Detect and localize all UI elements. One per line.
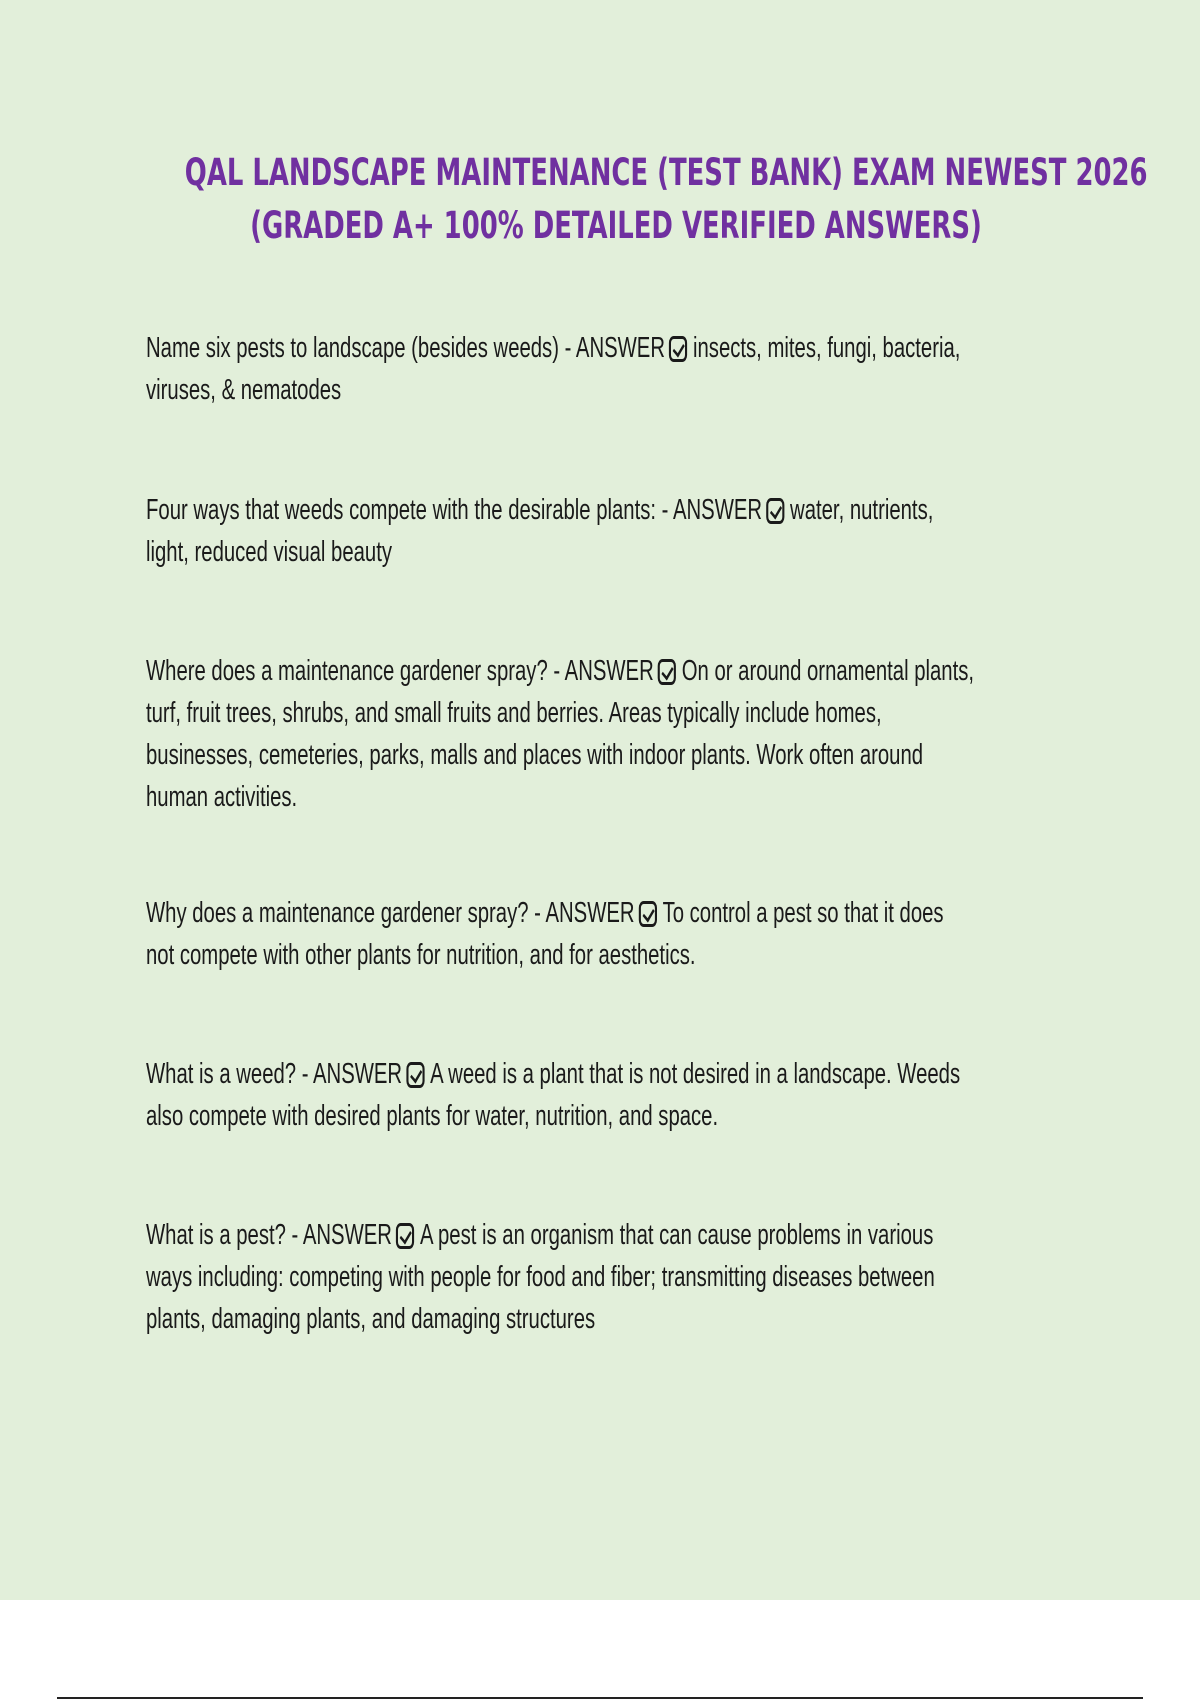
qa-item (146, 1214, 1105, 1340)
checkbox-check-icon (396, 1223, 414, 1249)
qa-item (146, 892, 1105, 976)
answer-continuation: not compete with other plants for nutrition, and for aesthetics. (146, 939, 696, 971)
answer-text: A weed is a plant that is not desired in a landscape. Weeds (430, 1058, 961, 1090)
qa-first-line (146, 892, 1105, 934)
checkbox-check-icon (639, 901, 657, 927)
title-line-1: QAL LANDSCAPE MAINTENANCE (TEST BANK) EXAM NEWEST 2026 (184, 151, 1148, 194)
question-text: Where does a maintenance gardener spray? (146, 655, 548, 687)
answer-continuation: plants, damaging plants, and damaging structures (146, 1303, 596, 1335)
answer-continuation: human activities. (146, 781, 298, 813)
qa-first-line (146, 327, 1105, 369)
qa-first-line (146, 489, 1105, 531)
qa-first-line (146, 1053, 1105, 1095)
question-text: What is a pest? (146, 1219, 286, 1251)
answer-text: To control a pest so that it does (662, 897, 944, 929)
question-text: Name six pests to landscape (besides weeds) (146, 332, 559, 364)
question-text: Why does a maintenance gardener spray? (146, 897, 529, 929)
answer-marker: - ANSWER (291, 1219, 392, 1251)
qa-first-line (146, 650, 1105, 692)
answer-continuation: businesses, cemeteries, parks, malls and places with indoor plants. Work often around (146, 739, 924, 771)
answer-continuation: also compete with desired plants for water, nutrition, and space. (146, 1100, 719, 1132)
document-title (184, 146, 1148, 252)
qa-first-line (146, 1214, 1105, 1256)
answer-continuation: ways including: competing with people for food and fiber; transmitting diseases between (146, 1261, 935, 1293)
checkbox-check-icon (669, 336, 687, 362)
qa-item (146, 327, 1105, 411)
footer-divider (57, 1697, 1143, 1699)
answer-text: On or around ornamental plants, (681, 655, 975, 687)
qa-item (146, 650, 1105, 818)
answer-continuation: light, reduced visual beauty (146, 536, 393, 568)
answer-continuation: turf, fruit trees, shrubs, and small fruits and berries. Areas typically include homes, (146, 697, 882, 729)
answer-continuation: viruses, & nematodes (146, 374, 342, 406)
title-line-2: (GRADED A+ 100% DETAILED VERIFIED ANSWERS) (250, 204, 982, 247)
question-text: Four ways that weeds compete with the desirable plants: (146, 494, 657, 526)
checkbox-check-icon (766, 498, 784, 524)
question-text: What is a weed? (146, 1058, 297, 1090)
answer-marker: - ANSWER (301, 1058, 403, 1090)
answer-text: insects, mites, fungi, bacteria, (693, 332, 961, 364)
answer-marker: - ANSWER (564, 332, 666, 364)
answer-marker: - ANSWER (534, 897, 635, 929)
answer-text: A pest is an organism that can cause problems in various (419, 1219, 934, 1251)
answer-marker: - ANSWER (661, 494, 763, 526)
checkbox-check-icon (658, 659, 676, 685)
answer-text: water, nutrients, (790, 494, 934, 526)
qa-item (146, 1053, 1105, 1137)
qa-item (146, 489, 1105, 573)
checkbox-check-icon (406, 1062, 424, 1088)
answer-marker: - ANSWER (553, 655, 654, 687)
